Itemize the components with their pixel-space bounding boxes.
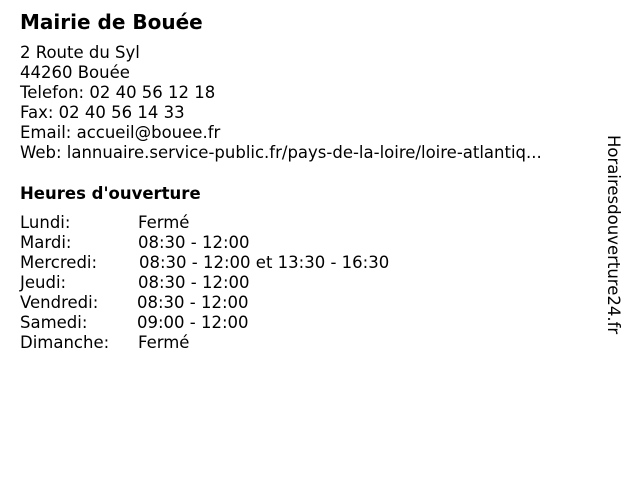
page-title: Mairie de Bouée [20, 10, 203, 34]
hours-time: 08:30 - 12:00 [138, 233, 250, 252]
hours-time: 08:30 - 12:00 et 13:30 - 16:30 [139, 253, 390, 272]
hours-time: Fermé [138, 333, 190, 352]
address-street: 2 Route du Syl [20, 43, 140, 62]
phone-line: Telefon: 02 40 56 12 18 [20, 83, 216, 102]
fax-line: Fax: 02 40 56 14 33 [20, 103, 185, 122]
hours-time: 08:30 - 12:00 [137, 293, 249, 312]
watermark-text: Horairesdouverture24.fr [604, 135, 623, 335]
hours-heading: Heures d'ouverture [20, 184, 201, 203]
email-line: Email: accueil@bouee.fr [20, 123, 221, 142]
hours-time: 09:00 - 12:00 [137, 313, 249, 332]
hours-time: 08:30 - 12:00 [138, 273, 250, 292]
hours-day: Mardi: [20, 233, 72, 252]
hours-day: Mercredi: [20, 253, 98, 272]
hours-day: Samedi: [20, 313, 88, 332]
web-line: Web: lannuaire.service-public.fr/pays-de-la-loire/loire-atlantiq... [20, 143, 542, 162]
address-city: 44260 Bouée [20, 63, 130, 82]
hours-day: Vendredi: [20, 293, 99, 312]
hours-day: Lundi: [20, 213, 71, 232]
hours-day: Dimanche: [20, 333, 110, 352]
contact-block [20, 43, 542, 163]
hours-time: Fermé [138, 213, 190, 232]
hours-day: Jeudi: [20, 273, 67, 292]
